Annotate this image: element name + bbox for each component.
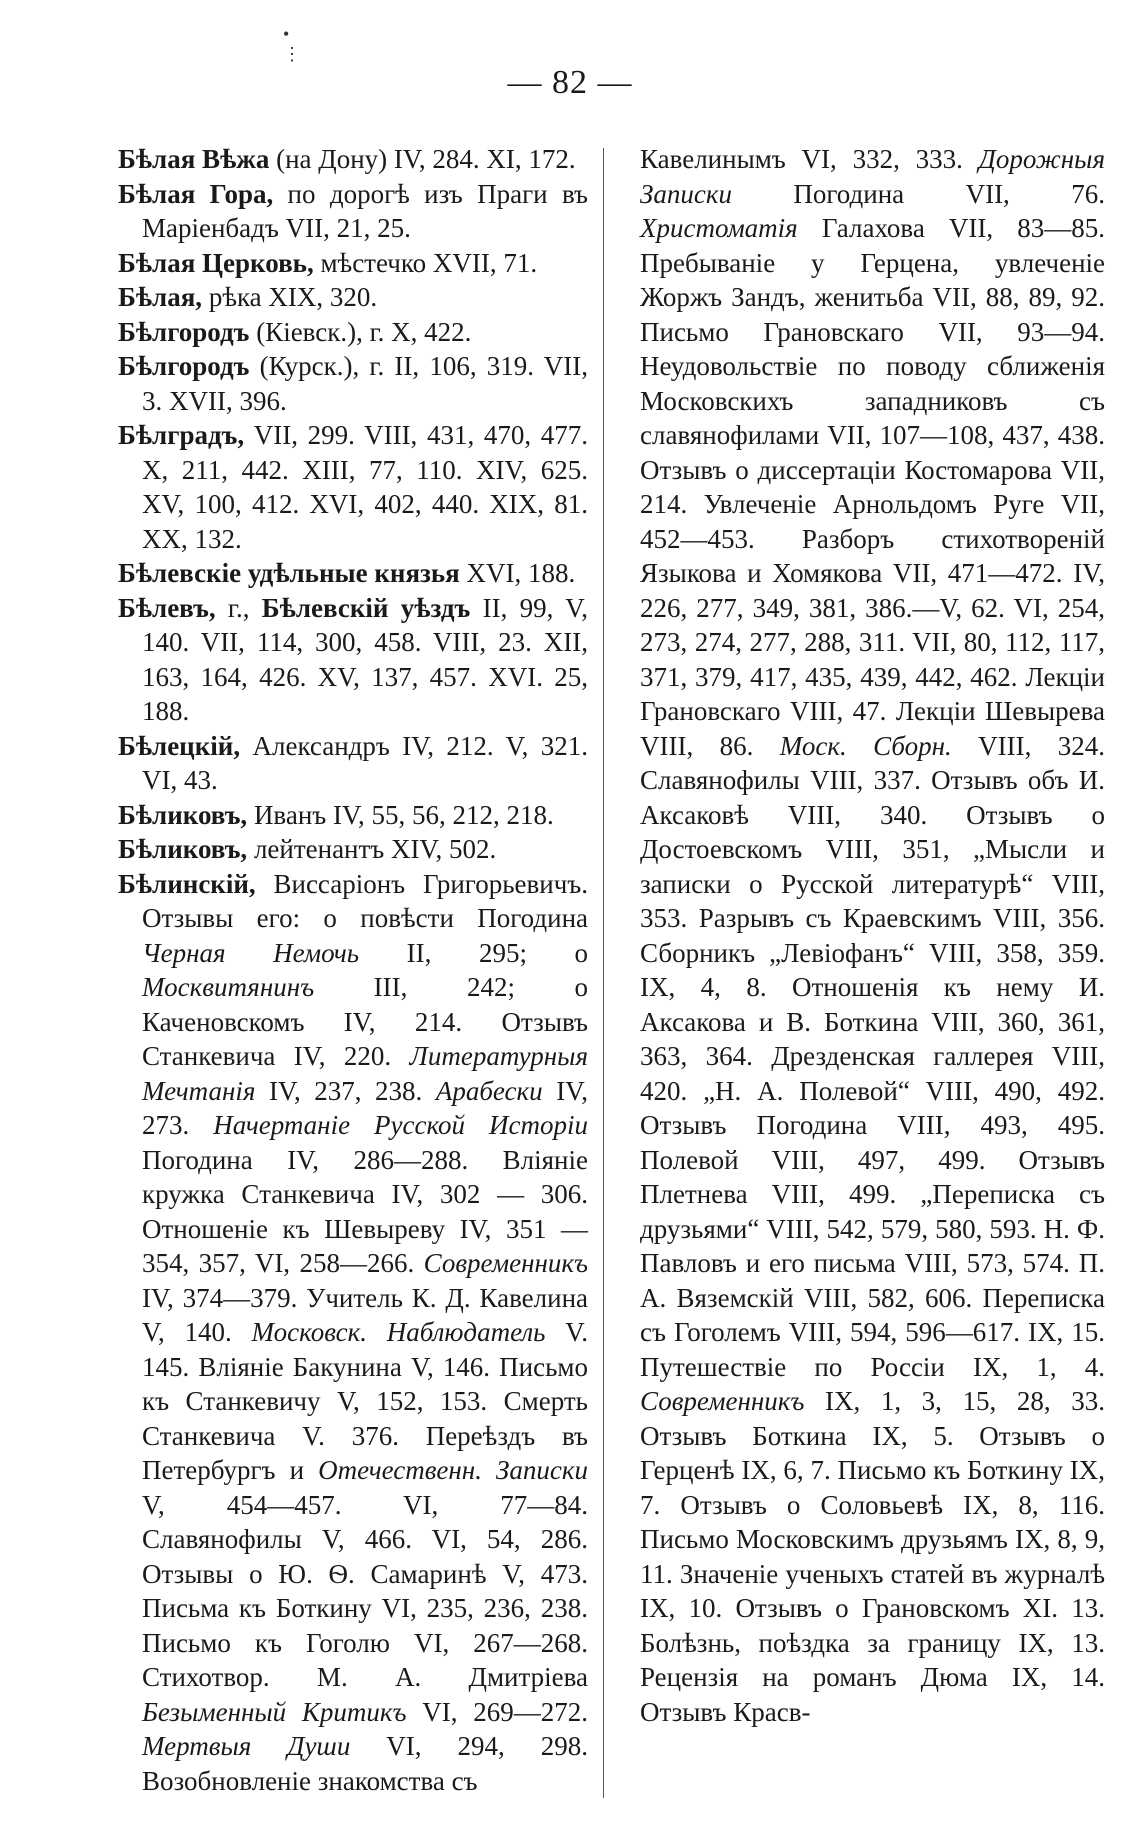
entry-head: Бѣликовъ,	[118, 799, 248, 830]
belinsky-entry-continuation	[640, 142, 1105, 1729]
entry-head: Бѣлая Гора,	[118, 178, 274, 209]
italic-title: Христоматія	[640, 213, 798, 243]
entry-run: V. 145. Вліяніе Бакунина V, 146. Письмо къ Станкевичу V, 152, 153. Смерть Станкевича V. 376. Переѣздъ въ Петербургъ и	[142, 1317, 588, 1485]
right-column	[640, 142, 1105, 1729]
index-entry	[118, 591, 588, 729]
index-entry	[118, 556, 588, 591]
entry-text: лейтенантъ XIV, 502.	[247, 834, 497, 864]
entry-run: V, 454—457. VI, 77—84. Славянофилы V, 466. VI, 54, 286. Отзывы о Ю. Ѳ. Самаринѣ V, 473. Письма къ Боткину VI, 235, 236, 238. Письмо къ Гоголю VI, 267—268. Стихотвор. М. А. Дмитріева	[142, 1489, 588, 1692]
entry-head: Бѣлевскіе удѣльные князья	[118, 558, 460, 588]
entry-run: VI, 294, 298. Возобновленіе знакомства съ	[142, 1731, 588, 1796]
italic-title: Москвитянинъ	[142, 972, 315, 1002]
entry-text-secondary: II, 99, V, 140. VII, 114, 300, 458. VIII, 23. XII, 163, 164, 426. XV, 137, 457. XVI. 25, 188.	[142, 592, 588, 726]
entry-run: IV, 237, 238.	[255, 1075, 436, 1106]
entry-head: Бѣлградъ,	[118, 420, 245, 450]
index-entry-belinsky	[118, 867, 588, 1799]
entry-head: Бѣлинскій,	[118, 868, 256, 899]
entry-text: рѣка XIX, 320.	[202, 282, 378, 312]
entry-run: IX, 1, 3, 15, 28, 33. Отзывъ Боткина IX, 5. Отзывъ о Герценѣ IX, 6, 7. Письмо къ Боткину IX, 7. Отзывъ о Соловьевѣ IX, 8, 116. Письмо Московскимъ друзьямъ IX, 8, 9, 11. Значеніе ученыхъ статей въ журналѣ IX, 10. Отзывъ о Грановскомъ XI. 13. Болѣзнь, поѣздка за границу IX, 13. Рецензія на романъ Дюма IX, 14. Отзывъ Красв-	[640, 1386, 1105, 1727]
italic-title: Арабески	[435, 1075, 543, 1106]
index-entry	[118, 832, 588, 867]
column-divider	[603, 148, 604, 1798]
entry-head: Бѣлецкій,	[118, 730, 241, 761]
entry-run: IV, 374—379. Учитель К. Д. Кавелина V, 140.	[142, 1282, 588, 1347]
index-entry	[118, 315, 588, 350]
entry-text: Виссаріонъ Григорьевичъ.	[255, 868, 588, 899]
entry-run: Отзывы его: о повѣсти Погодина	[142, 903, 588, 933]
entry-head-secondary: Бѣлевскій уѣздъ	[261, 592, 471, 623]
entry-text: VII, 299. VIII, 431, 470, 477. X, 211, 442. XIII, 77, 110. XIV, 625. XV, 100, 412. XVI, 402, 440. XIX, 81. XX, 132.	[142, 420, 588, 554]
entry-run: IV, 273.	[142, 1075, 588, 1140]
entry-run: II, 295; о	[359, 937, 589, 968]
index-entry	[118, 142, 588, 177]
italic-title: Литературныя Мечтанія	[142, 1041, 588, 1106]
entry-text: г.,	[215, 592, 262, 623]
left-column	[118, 142, 588, 1798]
index-entry	[118, 729, 588, 798]
italic-title: Моск. Сборн.	[779, 730, 952, 761]
italic-title: Мертвыя Души	[142, 1731, 351, 1761]
entry-text: (Кіевск.), г. X, 422.	[249, 316, 472, 347]
italic-title: Начертаніе Русской Исторіи	[213, 1110, 588, 1140]
index-entry	[118, 798, 588, 833]
entry-head: Бѣлая Церковь,	[118, 247, 314, 278]
index-entry	[118, 418, 588, 556]
entry-head: Бѣлая,	[118, 282, 203, 312]
entry-head: Бѣлевъ,	[118, 592, 216, 623]
index-entry	[118, 246, 588, 281]
entry-run: VI, 269—272.	[406, 1696, 588, 1727]
entry-head: Бѣлгородъ	[118, 316, 250, 347]
italic-title: Безыменный Критикъ	[142, 1696, 407, 1727]
entry-run: Погодина IV, 286—288. Вліяніе кружка Станкевича IV, 302 — 306. Отношеніе къ Шевыреву IV, 351 — 354, 357, VI, 258—266.	[142, 1144, 588, 1278]
entry-head: Бѣлая Вѣжа	[118, 144, 270, 174]
entry-text: мѣстечко XVII, 71.	[313, 247, 538, 278]
italic-title: Дорожныя Записки	[640, 144, 1105, 209]
italic-title: Черная Немочь	[142, 937, 360, 968]
italic-title: Современникъ	[640, 1386, 805, 1416]
page-edge-mark: • ⋮	[283, 24, 301, 64]
italic-title: Отечественн. Записки	[318, 1455, 588, 1485]
italic-title: Московск. Наблюдатель	[251, 1317, 546, 1347]
entry-run: Погодина VII, 76.	[731, 178, 1105, 209]
entry-run: VIII, 324. Славянофилы VIII, 337. Отзывъ объ И. Аксаковѣ VIII, 340. Отзывъ о Достоевскомъ VIII, 351, „Мысли и записки о Русской литературѣ“ VIII, 353. Разрывъ съ Краевскимъ VIII, 356. Сборникъ „Левіофанъ“ VIII, 358, 359. IX, 4, 8. Отношенія къ нему И. Аксакова и В. Боткина VIII, 360, 361, 363, 364. Дрезденская галлерея VIII, 420. „Н. А. Полевой“ VIII, 490, 492. Отзывъ Погодина VIII, 493, 495. Полевой VIII, 497, 499. Отзывъ Плетнева VIII, 499. „Переписка съ друзьями“ VIII, 542, 579, 580, 593. Н. Ф. Павловъ и его письма VIII, 573, 574. П. А. Вяземскій VIII, 582, 606. Переписка съ Гоголемъ VIII, 594, 596—617. IX, 15. Путешествіе по Россіи IX, 1, 4.	[640, 730, 1105, 1382]
index-entry	[118, 177, 588, 246]
italic-title: Современникъ	[423, 1248, 588, 1278]
entry-head: Бѣликовъ,	[118, 834, 248, 864]
index-entry	[118, 349, 588, 418]
entry-text: по дорогѣ изъ Праги въ Маріенбадъ VII, 21, 25.	[142, 178, 588, 243]
index-entry	[118, 280, 588, 315]
entry-run: Кавелинымъ VI, 332, 333.	[640, 144, 979, 174]
entry-run: Галахова VII, 83—85. Пребываніе у Герцена, увлеченіе Жоржъ Зандъ, женитьба VII, 88, 89, 92. Письмо Грановскаго VII, 93—94. Неудовольствіе по поводу сближенія Московскихъ западниковъ съ славянофилами VII, 107—108, 437, 438. Отзывъ о диссертаціи Костомарова VII, 214. Увлеченіе Арнольдомъ Руге VII, 452—453. Разборъ стихотвореній Языкова и Хомякова VII, 471—472. IV, 226, 277, 349, 381, 386.—V, 62. VI, 254, 273, 274, 277, 288, 311. VII, 80, 112, 117, 371, 379, 417, 435, 439, 442, 462. Лекціи Грановскаго VIII, 47. Лекціи Шевырева VIII, 86.	[640, 213, 1105, 761]
page-number: — 82 —	[507, 64, 633, 101]
entry-run: III, 242; о Каченовскомъ IV, 214. Отзывъ Станкевича IV, 220.	[142, 972, 588, 1071]
entry-text: (на Дону) IV, 284. XI, 172.	[269, 144, 576, 174]
entry-text: Александръ IV, 212. V, 321. VI, 43.	[142, 730, 588, 795]
entry-text: Иванъ IV, 55, 56, 212, 218.	[247, 799, 554, 830]
entry-text: (Курск.), г. II, 106, 319. VII, 3. XVII, 396.	[142, 351, 588, 416]
entry-text: XVI, 188.	[459, 558, 576, 588]
entry-head: Бѣлгородъ	[118, 351, 250, 381]
belinsky-entry-body	[142, 903, 588, 1796]
